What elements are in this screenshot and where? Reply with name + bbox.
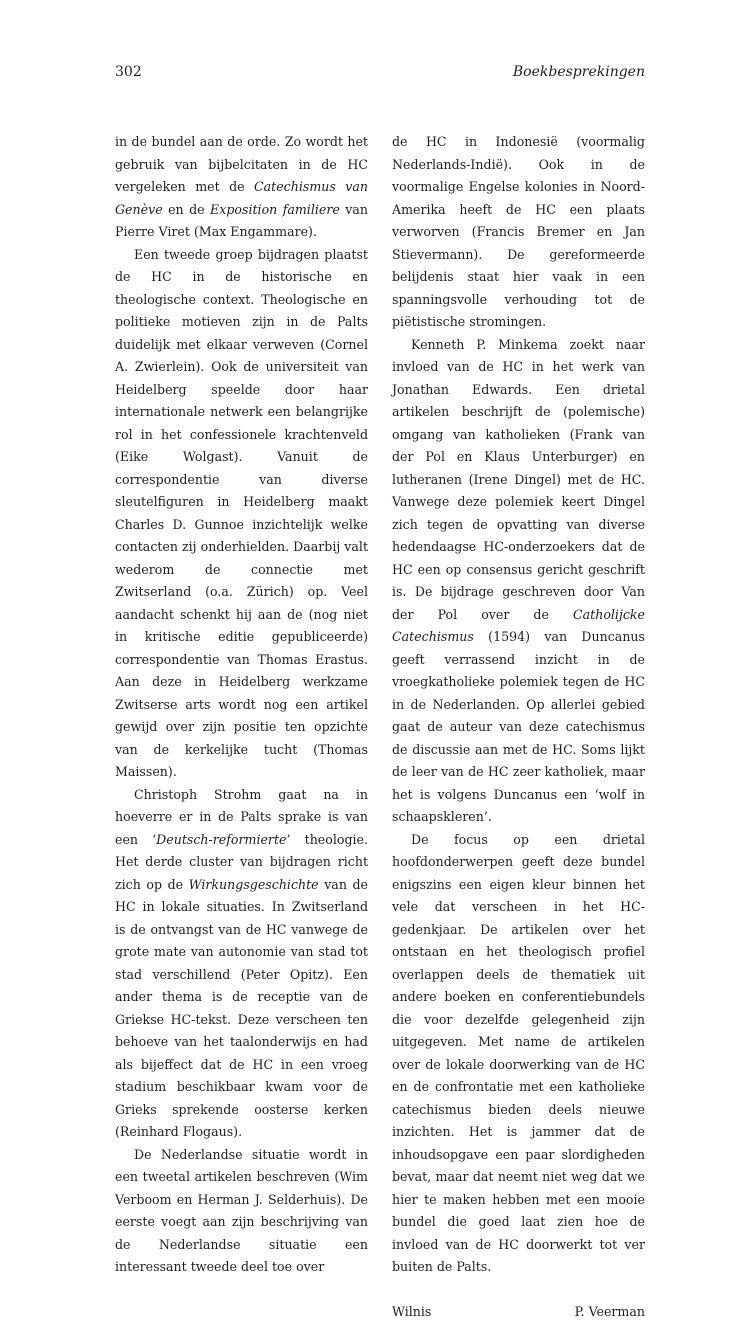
signature-author: P. Veerman (575, 1301, 645, 1323)
paragraph (392, 829, 645, 1279)
text-run: in de bundel aan de orde. Zo wordt het gebruik van bijbelcitaten in de HC vergeleken met de (115, 134, 368, 194)
paragraph (115, 244, 368, 784)
review-signature (392, 1301, 645, 1323)
paragraph (392, 334, 645, 829)
italic-run: Wirkungsgeschichte (189, 877, 319, 892)
page-number: 302 (115, 64, 142, 80)
text-run: van de HC in lokale situaties. In Zwitserland is de ontvangst van de HC vanwege de grote mate van autonomie van stad tot stad verschillend (Peter Opitz). Een ander thema is de receptie van de Griekse HC-tekst. Deze verscheen ten behoeve van het taalonderwijs en had als bijeffect dat de HC in een vroeg stadium beschikbaar kwam voor de Grieks sprekende oosterse kerken (Reinhard Flogaus). (115, 877, 368, 1140)
text-run: van Pierre Viret (Max Engammare). (115, 202, 368, 240)
text-run: de HC in Indonesië (voormalig Nederlands-Indië). Ook in de voormalige Engelse kolonies in Noord-Amerika heeft de HC een plaats verworven (Francis Bremer en Jan Stievermann). De gereformeerde belijdenis staat hier vaak in een spanningsvolle verhouding tot de piëtistische stromingen. (392, 134, 645, 329)
left-column (115, 131, 368, 1279)
text-run: ’ theologie. Het derde cluster van bijdragen richt zich op de (115, 832, 368, 892)
italic-run: Catholijcke Catechismus (392, 607, 645, 645)
right-column (392, 131, 645, 1323)
paragraph (115, 1144, 368, 1279)
text-run: Een tweede groep bijdragen plaatst de HC in de historische en theologische context. Theologische en politieke motieven zijn in de Palts duidelijk met elkaar verweven (Cornel A. Zwierlein). Ook de universiteit van Heidelberg speelde door haar internationale netwerk een belangrijke rol in het confessionele krachtenveld (Eike Wolgast). Vanuit de correspondentie van diverse sleutelfiguren in Heidelberg maakt Charles D. Gunnoe inzichtelijk welke contacten zij onderhielden. Daarbij valt wederom de connectie met Zwitserland (o.a. Zürich) op. Veel aandacht schenkt hij aan de (nog niet in kritische editie gepubliceerde) correspondentie van Thomas Erastus. Aan deze in Heidelberg werkzame Zwitserse arts wordt nog een artikel gewijd over zijn positie ten opzichte van de kerkelijke tucht (Thomas Maissen). (115, 247, 368, 780)
text-run: Kenneth P. Minkema zoekt naar invloed van de HC in het werk van Jonathan Edwards. Een drietal artikelen beschrijft de (polemische) omgang van katholieken (Frank van der Pol en Klaus Unterburger) en lutheranen (Irene Dingel) met de HC. Vanwege deze polemiek keert Dingel zich tegen de opvatting van diverse hedendaagse HC-onderzoekers dat de HC een op consensus gericht geschrift is. De bijdrage geschreven door Van der Pol over de (392, 337, 645, 622)
running-title: Boekbesprekingen (513, 64, 645, 80)
text-run: De Nederlandse situatie wordt in een tweetal artikelen beschreven (Wim Verboom en Herman J. Selderhuis). De eerste voegt aan zijn beschrijving van de Nederlandse situatie een interessant tweede deel toe over (115, 1147, 368, 1275)
italic-run: Catechismus van Genève (115, 179, 368, 217)
text-run: Christoph Strohm gaat na in hoeverre er in de Palts sprake is van een ‘ (115, 787, 368, 847)
italic-run: Exposition familiere (210, 202, 340, 217)
paragraph (392, 131, 645, 334)
text-run: De focus op een drietal hoofdonderwerpen geeft deze bundel enigszins een eigen kleur binnen het vele dat verscheen in het HC-gedenkjaar. De artikelen over het ontstaan en het theologisch profiel overlappen deels de thematiek uit andere boeken en conferentiebundels die voor dezelfde gelegenheid zijn uitgegeven. Met name de artikelen over de lokale doorwerking van de HC en de confrontatie met een katholieke catechismus bieden deels nieuwe inzichten. Het is jammer dat de inhoudsopgave een paar slordigheden bevat, maar dat neemt niet weg dat we hier te maken hebben met een mooie bundel die goed laat zien hoe de invloed van de HC doorwerkt tot ver buiten de Palts. (392, 832, 645, 1275)
paragraph (115, 784, 368, 1144)
signature-place: Wilnis (392, 1301, 431, 1323)
italic-run: Deutsch-reformierte (156, 832, 286, 847)
paragraph (115, 131, 368, 244)
text-run: en de (163, 202, 210, 217)
text-run: (1594) van Duncanus geeft verrassend inzicht in de vroegkatholieke polemiek tegen de HC in de Nederlanden. Op allerlei gebied gaat de auteur van deze catechismus de discussie aan met de HC. Soms lijkt de leer van de HC zeer katholiek, maar het is volgens Duncanus een ‘wolf in schaapskleren’. (392, 629, 645, 824)
page-header (115, 64, 645, 86)
